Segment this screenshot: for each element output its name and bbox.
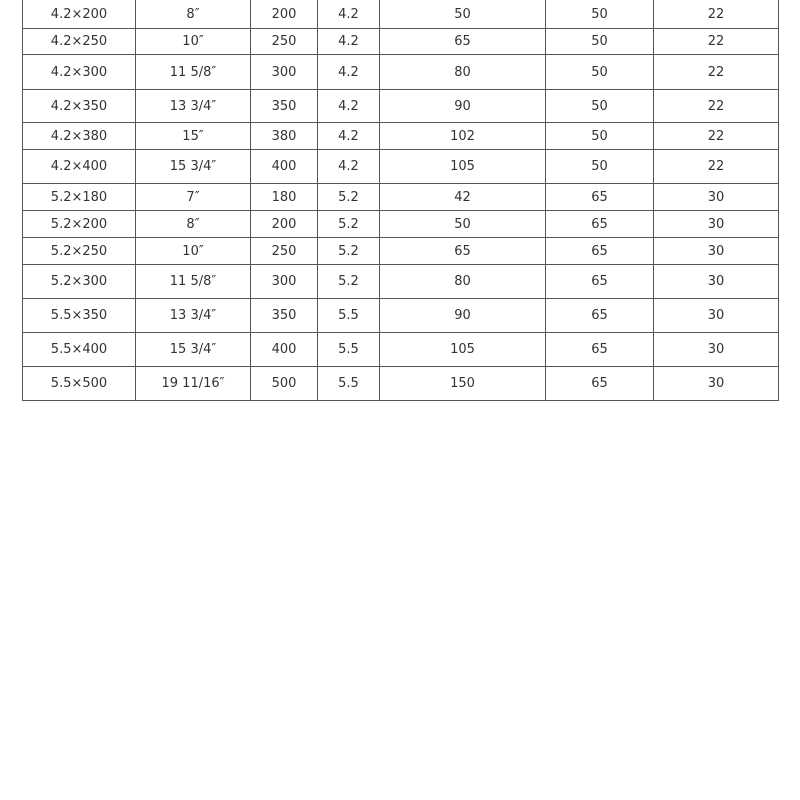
table-row [23,265,779,299]
table-cell: 65 [546,238,654,265]
table-cell: 300 [251,265,318,299]
table-cell: 5.5 [318,367,380,401]
table-cell: 200 [251,211,318,238]
table-cell: 300 [251,55,318,90]
table-row [23,90,779,123]
table-cell: 4.2 [318,90,380,123]
table-cell: 8″ [136,1,251,29]
table-cell: 30 [654,211,779,238]
table-cell: 42 [380,184,546,211]
table-cell: 350 [251,90,318,123]
table-cell: 13 3/4″ [136,90,251,123]
table-cell: 15 3/4″ [136,333,251,367]
table-cell: 30 [654,184,779,211]
table-cell: 180 [251,184,318,211]
table-cell: 80 [380,265,546,299]
table-cell: 4.2×250 [23,29,136,55]
table-row [23,333,779,367]
table-cell: 65 [546,299,654,333]
table-cell: 65 [546,211,654,238]
table-cell: 7″ [136,184,251,211]
table-cell: 22 [654,150,779,184]
table-cell: 5.2 [318,184,380,211]
table-cell: 90 [380,299,546,333]
table-cell: 4.2×350 [23,90,136,123]
table-cell: 400 [251,333,318,367]
table-cell: 22 [654,29,779,55]
table-cell: 15″ [136,123,251,150]
table-cell: 50 [380,211,546,238]
table-cell: 4.2 [318,123,380,150]
table-cell: 22 [654,90,779,123]
table-cell: 102 [380,123,546,150]
table-row [23,211,779,238]
table-cell: 4.2×200 [23,1,136,29]
table-row [23,150,779,184]
table-cell: 5.2×300 [23,265,136,299]
table-cell: 50 [380,1,546,29]
table-cell: 150 [380,367,546,401]
table-cell: 5.5×400 [23,333,136,367]
table-cell: 30 [654,333,779,367]
table-cell: 500 [251,367,318,401]
table-row [23,367,779,401]
table-row [23,184,779,211]
table-cell: 65 [546,184,654,211]
table-cell: 11 5/8″ [136,265,251,299]
table-cell: 65 [546,333,654,367]
table-cell: 105 [380,150,546,184]
table-cell: 400 [251,150,318,184]
table-cell: 4.2 [318,150,380,184]
table-cell: 10″ [136,238,251,265]
table-cell: 250 [251,238,318,265]
table-cell: 22 [654,123,779,150]
table-row [23,299,779,333]
table-cell: 50 [546,90,654,123]
table-cell: 4.2 [318,55,380,90]
table-cell: 5.5 [318,299,380,333]
table-cell: 4.2×300 [23,55,136,90]
table-cell: 80 [380,55,546,90]
table-cell: 5.2 [318,265,380,299]
table-cell: 65 [380,238,546,265]
table-cell: 105 [380,333,546,367]
table-cell: 4.2×380 [23,123,136,150]
table-cell: 10″ [136,29,251,55]
table-cell: 350 [251,299,318,333]
table-cell: 65 [380,29,546,55]
table-cell: 200 [251,1,318,29]
table-cell: 5.2×250 [23,238,136,265]
table-cell: 4.2×400 [23,150,136,184]
table-cell: 4.2 [318,29,380,55]
table-cell: 13 3/4″ [136,299,251,333]
table-cell: 30 [654,299,779,333]
table-row [23,29,779,55]
table-cell: 90 [380,90,546,123]
table-cell: 5.2 [318,211,380,238]
table-cell: 5.2×180 [23,184,136,211]
table-cell: 5.2×200 [23,211,136,238]
table-cell: 8″ [136,211,251,238]
table-cell: 5.2 [318,238,380,265]
table-cell: 5.5 [318,333,380,367]
table-cell: 30 [654,265,779,299]
table-cell: 380 [251,123,318,150]
table-cell: 22 [654,1,779,29]
table-cell: 50 [546,1,654,29]
table-cell: 4.2 [318,1,380,29]
table-cell: 50 [546,123,654,150]
table-cell: 50 [546,55,654,90]
table-row [23,123,779,150]
table-cell: 250 [251,29,318,55]
table-cell: 11 5/8″ [136,55,251,90]
table-cell: 30 [654,238,779,265]
table-row [23,1,779,29]
table-cell: 30 [654,367,779,401]
table-cell: 5.5×500 [23,367,136,401]
table-cell: 65 [546,265,654,299]
table-cell: 50 [546,29,654,55]
table-row [23,238,779,265]
table-cell: 22 [654,55,779,90]
table-cell: 65 [546,367,654,401]
spec-table [22,0,779,401]
table-cell: 50 [546,150,654,184]
table-cell: 15 3/4″ [136,150,251,184]
table-row [23,55,779,90]
table-cell: 5.5×350 [23,299,136,333]
spec-table-body [23,1,779,401]
table-cell: 19 11/16″ [136,367,251,401]
